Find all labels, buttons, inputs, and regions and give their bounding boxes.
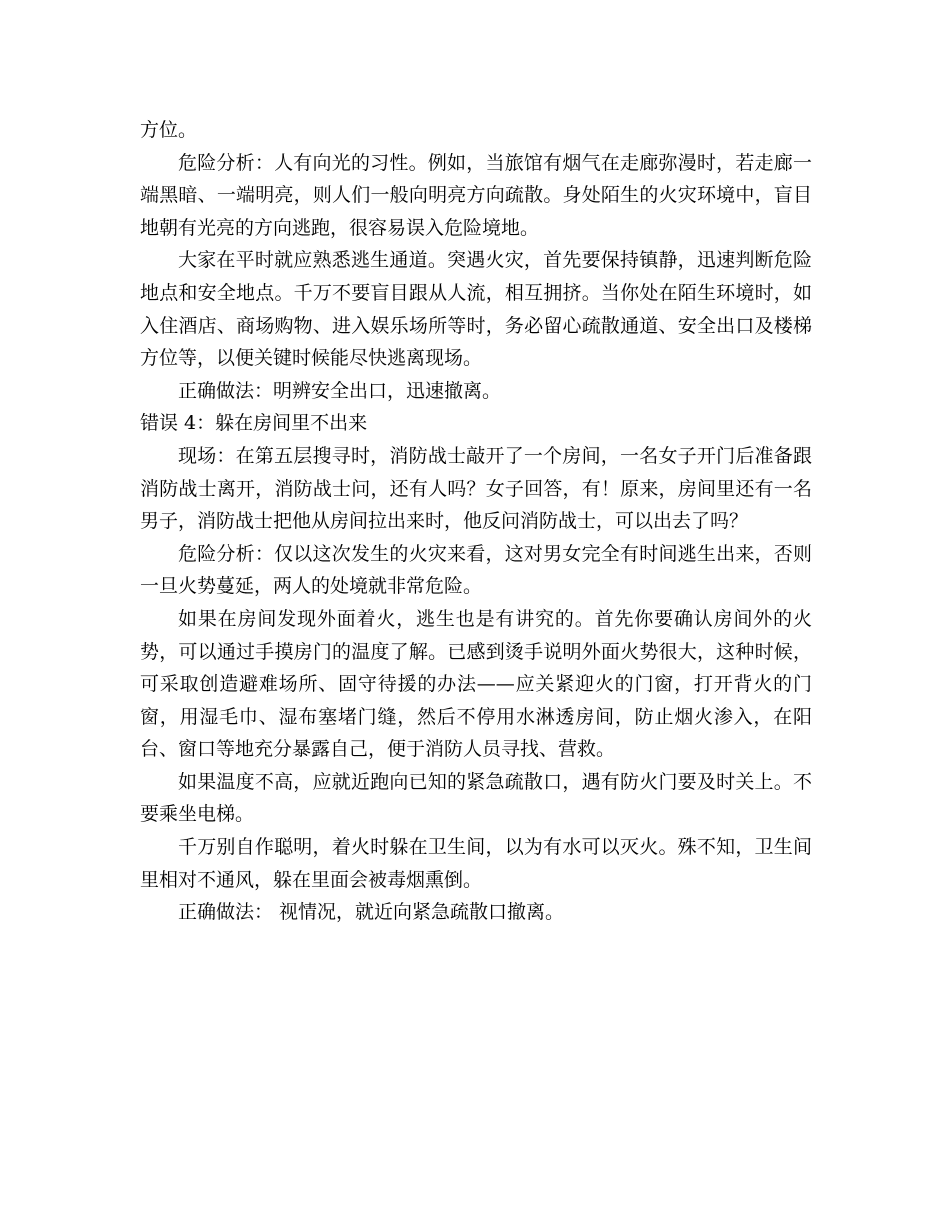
paragraph-escape-routes: 大家在平时就应熟悉逃生通道。突遇火灾，首先要保持镇静，迅速判断危险地点和安全地点。千万不要盲目跟从人流，相互拥挤。当你处在陌生环境时，如入住酒店、商场购物、进入娱乐场所等时，务必留心疏散通道、安全出口及楼梯方位等，以便关键时候能尽快逃离现场。 <box>140 249 812 370</box>
paragraph-danger-analysis-room: 危险分析：仅以这次发生的火灾来看，这对男女完全有时间逃生出来，否则一旦火势蔓延，两人的处境就非常危险。 <box>140 542 812 598</box>
paragraph-continuation: 方位。 <box>140 119 198 141</box>
paragraph-danger-analysis-light: 危险分析：人有向光的习性。例如，当旅馆有烟气在走廊弥漫时，若走廊一端黑暗、一端明亮，则人们一般向明亮方向疏散。身处陌生的火灾环境中，盲目地朝有光亮的方向逃跑，很容易误入危险境地。 <box>140 151 812 239</box>
section-heading-mistake-4: 错误 4：躲在房间里不出来 <box>140 412 368 435</box>
document-body <box>140 114 812 929</box>
paragraph-low-temperature: 如果温度不高，应就近跑向已知的紧急疏散口，遇有防火门要及时关上。不要乘坐电梯。 <box>140 770 812 826</box>
paragraph-room-fire-escape: 如果在房间发现外面着火，逃生也是有讲究的。首先你要确认房间外的火势，可以通过手摸房门的温度了解。已感到烫手说明外面火势很大，这种时候，可采取创造避难场所、固守待援的办法——应关紧迎火的门窗，打开背火的门窗，用湿毛巾、湿布塞堵门缝，然后不停用水淋透房间，防止烟火渗入，在阳台、窗口等地充分暴露自己，便于消防人员寻找、营救。 <box>140 607 812 761</box>
paragraph-correct-method-exit: 正确做法：明辨安全出口，迅速撤离。 <box>178 379 502 402</box>
paragraph-scene: 现场：在第五层搜寻时，消防战士敲开了一个房间，一名女子开门后准备跟消防战士离开，消防战士问，还有人吗？女子回答，有！原来，房间里还有一名男子，消防战士把他从房间拉出来时，他反问消防战士，可以出去了吗？ <box>140 444 812 533</box>
paragraph-correct-method-evacuate: 正确做法： 视情况，就近向紧急疏散口撤离。 <box>178 901 565 924</box>
paragraph-bathroom-warning: 千万别自作聪明，着火时躲在卫生间，以为有水可以灭火。殊不知，卫生间里相对不通风，躲在里面会被毒烟熏倒。 <box>140 836 812 891</box>
